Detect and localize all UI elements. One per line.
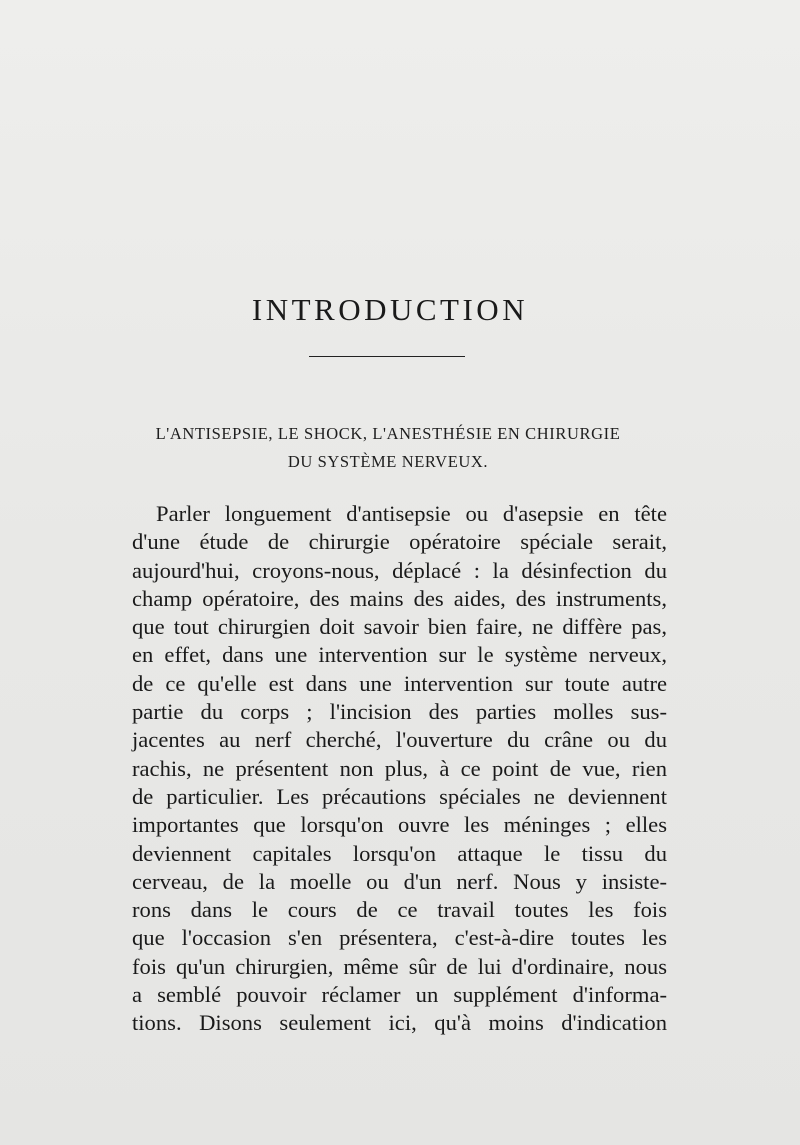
title-divider-rule [309, 356, 465, 357]
body-line: de particulier. Les précautions spéciales ne deviennent [132, 783, 667, 809]
body-line: deviennent capitales lorsqu'on attaque le tissu du [132, 840, 667, 866]
body-line: fois qu'un chirurgien, même sûr de lui d'ordinaire, nous [132, 953, 667, 979]
body-line: tions. Disons seulement ici, qu'à moins d'indication [132, 1010, 667, 1036]
body-line: que l'occasion s'en présentera, c'est-à-dire toutes les [132, 925, 667, 951]
body-line: en effet, dans une intervention sur le système nerveux, [132, 642, 667, 668]
body-paragraph [132, 500, 667, 1038]
body-line: d'une étude de chirurgie opératoire spéciale serait, [132, 529, 667, 555]
chapter-title: INTRODUCTION [251, 292, 529, 327]
body-line: a semblé pouvoir réclamer un supplément d'informa- [132, 982, 667, 1008]
body-line: rachis, ne présentent non plus, à ce point de vue, rien [132, 755, 667, 781]
chapter-subtitle-line-1: L'ANTISEPSIE, LE SHOCK, L'ANESTHÉSIE EN CHIRURGIE [155, 424, 621, 443]
body-line: partie du corps ; l'incision des parties molles sus- [132, 699, 667, 725]
body-line: importantes que lorsqu'on ouvre les méninges ; elles [132, 812, 667, 838]
body-line: cerveau, de la moelle ou d'un nerf. Nous y insiste- [132, 868, 667, 894]
body-line: de ce qu'elle est dans une intervention sur toute autre [132, 670, 667, 696]
body-line: que tout chirurgien doit savoir bien faire, ne diffère pas, [132, 614, 667, 640]
body-line: aujourd'hui, croyons-nous, déplacé : la désinfection du [132, 557, 667, 583]
chapter-subtitle-line-2: DU SYSTÈME NERVEUX. [287, 452, 489, 471]
body-line: jacentes au nerf cherché, l'ouverture du crâne ou du [132, 727, 667, 753]
body-line: Parler longuement d'antisepsie ou d'asepsie en tête [156, 501, 667, 526]
body-line: rons dans le cours de ce travail toutes les fois [132, 897, 667, 923]
body-line: champ opératoire, des mains des aides, des instruments, [132, 585, 667, 611]
